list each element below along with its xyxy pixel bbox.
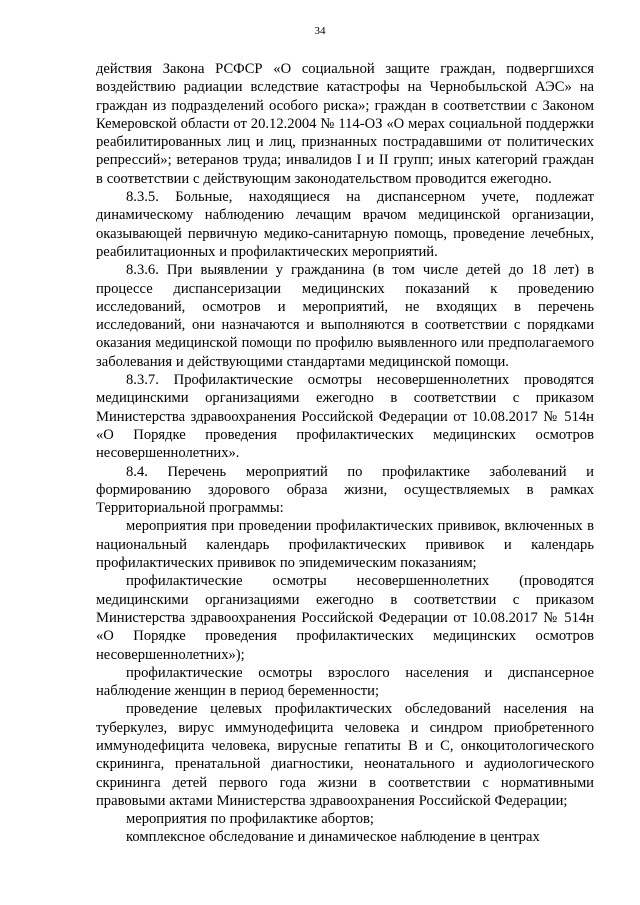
paragraph-8-3-7: 8.3.7. Профилактические осмотры несовершеннолетних проводятся медицинскими организациями ежегодно в соответствии с приказом Министерства здравоохранения Российской Федерации от 10.08.2017 № 514н «О Порядке проведения профилактических медицинских осмотров несовершеннолетних». [96,372,594,462]
list-item-vaccinations: мероприятия при проведении профилактических прививок, включенных в национальный календарь профилактических прививок и календарь профилактических прививок по эпидемическим показаниям; [96,518,594,572]
paragraph-continuation: действия Закона РСФСР «О социальной защите граждан, подвергшихся воздействию радиации вследствие катастрофы на Чернобыльской АЭС» на граждан из подразделений особого риска»; граждан в соответствии с Законом Кемеровской области от 20.12.2004 № 114-ОЗ «О мерах социальной поддержки реабилитированных лиц и лиц, признанных пострадавшими от политических репрессий»; ветеранов труда; инвалидов I и II групп; иных категорий граждан в соответствии с действующим законодательством проводится ежегодно. [96,61,594,187]
document-body [96,60,594,847]
list-item-abortion-prevention: мероприятия по профилактике абортов; [126,811,374,828]
list-item-adult-checkups: профилактические осмотры взрослого населения и диспансерное наблюдение женщин в период беременности; [96,664,594,700]
list-item-targeted-screening: проведение целевых профилактических обследований населения на туберкулез, вирус иммунодефицита человека и синдром приобретенного иммунодефицита человека, вирусные гепатиты B и C, онкоцитологического скрининга, пренатальной диагностики, неонатального и аудиологического скрининга детей первого года жизни в соответствии с нормативными правовыми актами Министерства здравоохранения Российской Федерации; [96,701,594,809]
list-item-minor-checkups: профилактические осмотры несовершеннолетних (проводятся медицинскими организациями ежегодно в соответствии с приказом Министерства здравоохранения Российской Федерации от 10.08.2017 № 514н «О Порядке проведения профилактических медицинских осмотров несовершеннолетних»); [96,573,594,663]
paragraph-8-3-5: 8.3.5. Больные, находящиеся на диспансерном учете, подлежат динамическому наблюдению лечащим врачом медицинской организации, оказывающей первичную медико-санитарную помощь, проведение лечебных, реабилитационных и профилактических мероприятий. [96,189,594,260]
list-item-comprehensive-exam: комплексное обследование и динамическое наблюдение в центрах [126,829,540,846]
paragraph-8-4: 8.4. Перечень мероприятий по профилактике заболеваний и формированию здорового образа жизни, осуществляемых в рамках Территориальной программы: [96,463,594,517]
page-number: 34 [314,25,326,37]
paragraph-8-3-6: 8.3.6. При выявлении у гражданина (в том числе детей до 18 лет) в процессе диспансеризации медицинских показаний к проведению исследований, осмотров и мероприятий, не входящих в перечень исследований, они назначаются и выполняются в соответствии с порядками оказания медицинской помощи по профилю выявленного или предполагаемого заболевания и действующими стандартами медицинской помощи. [96,262,594,370]
